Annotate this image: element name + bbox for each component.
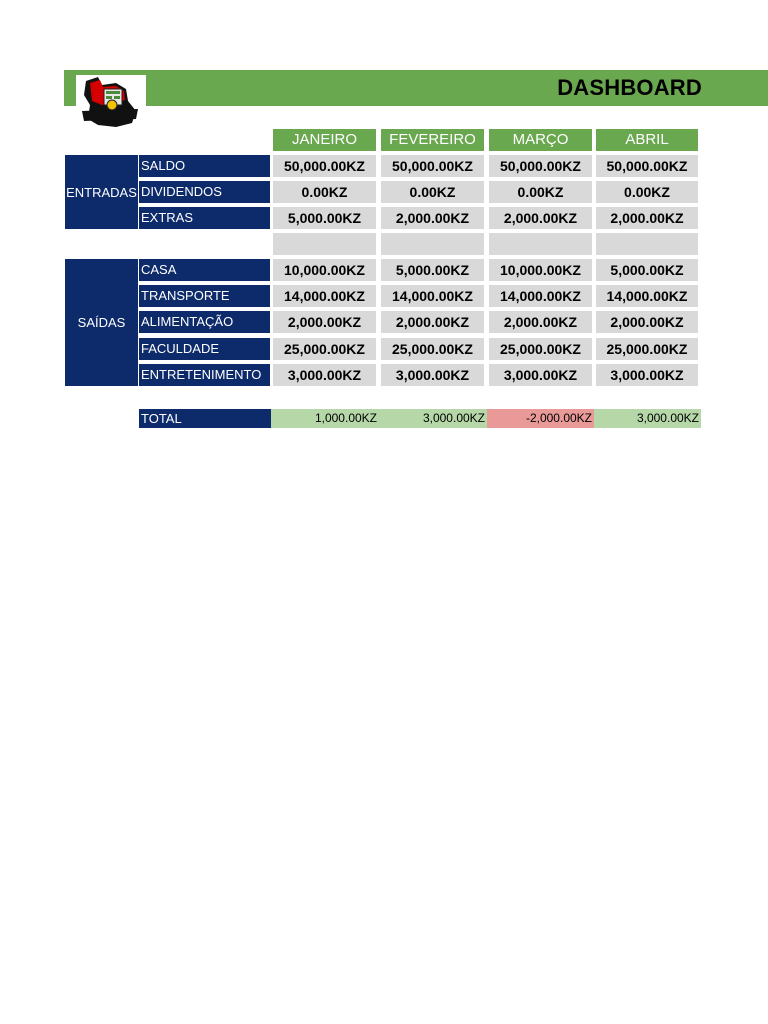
cell-dividendos-marco: 0.00KZ — [489, 181, 592, 203]
cell-dividendos-abril: 0.00KZ — [596, 181, 698, 203]
cell-casa-marco: 10,000.00KZ — [489, 259, 592, 281]
total-fevereiro: 3,000.00KZ — [379, 409, 487, 428]
cell-transporte-janeiro: 14,000.00KZ — [273, 285, 376, 307]
cell-dividendos-fevereiro: 0.00KZ — [381, 181, 484, 203]
row-label-dividendos: DIVIDENDOS — [139, 181, 270, 203]
cell-alimentacao-marco: 2,000.00KZ — [489, 311, 592, 333]
cell-alimentacao-janeiro: 2,000.00KZ — [273, 311, 376, 333]
cell-transporte-marco: 14,000.00KZ — [489, 285, 592, 307]
cell-saldo-abril: 50,000.00KZ — [596, 155, 698, 177]
row-label-entretenimento: ENTRETENIMENTO — [139, 364, 270, 386]
cell-transporte-abril: 14,000.00KZ — [596, 285, 698, 307]
row-label-alimentacao: ALIMENTAÇÃO — [139, 311, 270, 333]
spacer-cell — [596, 233, 698, 255]
cell-faculdade-abril: 25,000.00KZ — [596, 338, 698, 360]
spacer-cell — [489, 233, 592, 255]
cell-faculdade-janeiro: 25,000.00KZ — [273, 338, 376, 360]
total-janeiro: 1,000.00KZ — [271, 409, 379, 428]
cell-entretenimento-marco: 3,000.00KZ — [489, 364, 592, 386]
cell-entretenimento-fevereiro: 3,000.00KZ — [381, 364, 484, 386]
total-marco: -2,000.00KZ — [487, 409, 594, 428]
month-header-marco: MARÇO — [489, 129, 592, 151]
cell-extras-marco: 2,000.00KZ — [489, 207, 592, 229]
total-label: TOTAL — [139, 409, 271, 428]
month-header-fevereiro: FEVEREIRO — [381, 129, 484, 151]
saidas-group-label: SAÍDAS — [65, 259, 138, 386]
row-label-transporte: TRANSPORTE — [139, 285, 270, 307]
cell-extras-abril: 2,000.00KZ — [596, 207, 698, 229]
month-header-abril: ABRIL — [596, 129, 698, 151]
cell-entretenimento-abril: 3,000.00KZ — [596, 364, 698, 386]
cell-extras-janeiro: 5,000.00KZ — [273, 207, 376, 229]
total-abril: 3,000.00KZ — [594, 409, 701, 428]
cell-faculdade-marco: 25,000.00KZ — [489, 338, 592, 360]
cell-saldo-marco: 50,000.00KZ — [489, 155, 592, 177]
cell-transporte-fevereiro: 14,000.00KZ — [381, 285, 484, 307]
entradas-group-label: ENTRADAS — [65, 155, 138, 229]
page-title: DASHBOARD — [557, 75, 702, 100]
cell-entretenimento-janeiro: 3,000.00KZ — [273, 364, 376, 386]
cell-casa-abril: 5,000.00KZ — [596, 259, 698, 281]
cell-dividendos-janeiro: 0.00KZ — [273, 181, 376, 203]
cell-extras-fevereiro: 2,000.00KZ — [381, 207, 484, 229]
cell-faculdade-fevereiro: 25,000.00KZ — [381, 338, 484, 360]
month-header-janeiro: JANEIRO — [273, 129, 376, 151]
spacer-cell — [273, 233, 376, 255]
cell-saldo-janeiro: 50,000.00KZ — [273, 155, 376, 177]
row-label-casa: CASA — [139, 259, 270, 281]
row-label-faculdade: FACULDADE — [139, 338, 270, 360]
cell-casa-fevereiro: 5,000.00KZ — [381, 259, 484, 281]
spacer-cell — [381, 233, 484, 255]
row-label-saldo: SALDO — [139, 155, 270, 177]
dashboard-banner — [64, 70, 768, 106]
cell-alimentacao-abril: 2,000.00KZ — [596, 311, 698, 333]
cell-casa-janeiro: 10,000.00KZ — [273, 259, 376, 281]
row-label-extras: EXTRAS — [139, 207, 270, 229]
cell-alimentacao-fevereiro: 2,000.00KZ — [381, 311, 484, 333]
excel-angola-logo — [76, 75, 146, 133]
cell-saldo-fevereiro: 50,000.00KZ — [381, 155, 484, 177]
